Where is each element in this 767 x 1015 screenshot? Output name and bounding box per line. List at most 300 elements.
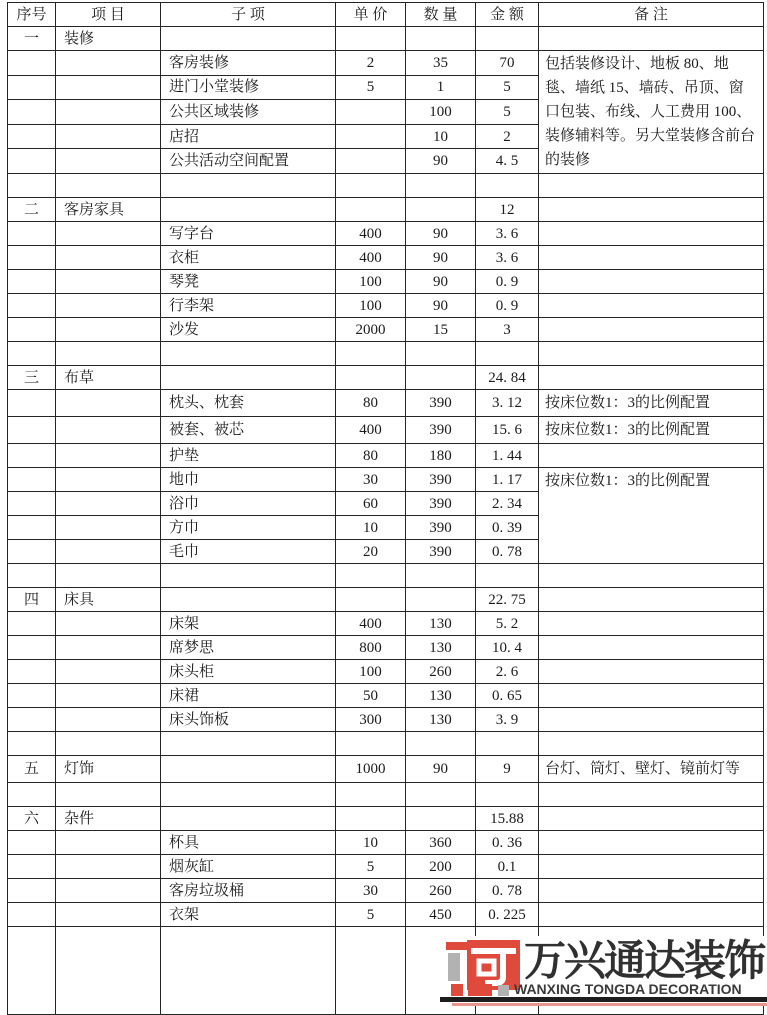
- cell-sub: 毛巾: [161, 540, 336, 564]
- cell-amount: [476, 564, 539, 588]
- cell-no: [8, 246, 56, 270]
- cell-amount: 0. 36: [476, 831, 539, 855]
- cell-qty: 130: [406, 684, 476, 708]
- cell-price: [336, 149, 406, 174]
- cell-price: 30: [336, 468, 406, 492]
- cell-remark: [539, 879, 764, 903]
- cell-qty: 390: [406, 390, 476, 417]
- cell-item: [56, 444, 161, 468]
- cell-qty: 390: [406, 417, 476, 444]
- cell-remark: 按床位数1：3的比例配置: [539, 417, 764, 444]
- cell-sub: [161, 198, 336, 222]
- cell-qty: 180: [406, 444, 476, 468]
- cell-remark: [539, 660, 764, 684]
- cell-amount: 4. 5: [476, 149, 539, 174]
- cell-amount: 0. 225: [476, 903, 539, 927]
- cell-price: 1000: [336, 756, 406, 783]
- cell-price: 60: [336, 492, 406, 516]
- cell-price: 400: [336, 612, 406, 636]
- table-row: [8, 708, 764, 732]
- cell-amount: 1. 17: [476, 468, 539, 492]
- cell-no: [8, 124, 56, 149]
- cell-qty: 100: [406, 100, 476, 125]
- budget-table-body: [8, 27, 764, 1015]
- cell-remark: [539, 588, 764, 612]
- budget-table: [7, 2, 764, 1015]
- cell-price: 400: [336, 417, 406, 444]
- cell-no: [8, 417, 56, 444]
- cell-qty: 90: [406, 222, 476, 246]
- cell-sub: 枕头、枕套: [161, 390, 336, 417]
- cell-item: [56, 732, 161, 756]
- cell-no: [8, 540, 56, 564]
- logo-small-red-square-icon: [451, 984, 463, 996]
- cell-price: 400: [336, 222, 406, 246]
- cell-amount: 0. 9: [476, 270, 539, 294]
- cell-amount: 5. 2: [476, 612, 539, 636]
- cell-qty: [406, 564, 476, 588]
- cell-qty: [406, 807, 476, 831]
- cell-sub: [161, 588, 336, 612]
- cell-no: [8, 684, 56, 708]
- cell-qty: 390: [406, 540, 476, 564]
- cell-sub: 方巾: [161, 516, 336, 540]
- cell-sub: 浴巾: [161, 492, 336, 516]
- cell-item: [56, 318, 161, 342]
- cell-qty: 10: [406, 124, 476, 149]
- cell-item: [56, 612, 161, 636]
- logo-gray-bar-icon: [448, 953, 460, 981]
- logo-small-red-rect-icon: [468, 984, 492, 996]
- cell-remark: [539, 444, 764, 468]
- cell-no: [8, 75, 56, 100]
- cell-no: [8, 51, 56, 76]
- cell-price: 10: [336, 516, 406, 540]
- cell-amount: 3. 12: [476, 390, 539, 417]
- cell-item: 杂件: [56, 807, 161, 831]
- cell-item: [56, 222, 161, 246]
- cell-amount: 3. 6: [476, 222, 539, 246]
- cell-sub: [161, 174, 336, 198]
- cell-amount: [476, 27, 539, 51]
- header-row: [8, 3, 764, 27]
- cell-amount: [476, 732, 539, 756]
- cell-remark: [539, 174, 764, 198]
- cell-price: 800: [336, 636, 406, 660]
- cell-sub: 床头饰板: [161, 708, 336, 732]
- cell-no: [8, 294, 56, 318]
- cell-remark: 按床位数1：3的比例配置: [539, 468, 764, 564]
- cell-no: 五: [8, 756, 56, 783]
- cell-amount: 0. 39: [476, 516, 539, 540]
- cell-price: 100: [336, 660, 406, 684]
- cell-sub: 地巾: [161, 468, 336, 492]
- cell-amount: 1. 44: [476, 444, 539, 468]
- col-header-sub: 子 项: [161, 3, 336, 27]
- cell-amount: 0. 78: [476, 879, 539, 903]
- cell-no: [8, 564, 56, 588]
- cell-amount: 3: [476, 318, 539, 342]
- col-header-qty: 数 量: [406, 3, 476, 27]
- cell-qty: [406, 174, 476, 198]
- cell-sub: 衣柜: [161, 246, 336, 270]
- cell-price: 2000: [336, 318, 406, 342]
- cell-qty: 90: [406, 246, 476, 270]
- cell-no: 四: [8, 588, 56, 612]
- cell-qty: 15: [406, 318, 476, 342]
- cell-amount: 0. 78: [476, 540, 539, 564]
- cell-amount: 2. 34: [476, 492, 539, 516]
- cell-price: [336, 100, 406, 125]
- table-row: [8, 660, 764, 684]
- cell-sub: 席梦思: [161, 636, 336, 660]
- cell-qty: 35: [406, 51, 476, 76]
- table-row: [8, 270, 764, 294]
- cell-qty: 360: [406, 831, 476, 855]
- cell-amount: 9: [476, 756, 539, 783]
- cell-amount: 0. 65: [476, 684, 539, 708]
- cell-remark: [539, 246, 764, 270]
- cell-sub: [161, 927, 336, 1015]
- cell-item: 床具: [56, 588, 161, 612]
- cell-price: [336, 342, 406, 366]
- cell-item: [56, 294, 161, 318]
- cell-sub: 沙发: [161, 318, 336, 342]
- cell-qty: 90: [406, 756, 476, 783]
- cell-item: 灯饰: [56, 756, 161, 783]
- cell-sub: 床裙: [161, 684, 336, 708]
- cell-no: [8, 222, 56, 246]
- cell-amount: 2. 6: [476, 660, 539, 684]
- cell-sub: 店招: [161, 124, 336, 149]
- cell-item: [56, 855, 161, 879]
- spacer-row: [8, 732, 764, 756]
- cell-amount: 3. 6: [476, 246, 539, 270]
- cell-item: [56, 564, 161, 588]
- cell-remark: 台灯、筒灯、壁灯、镜前灯等: [539, 756, 764, 783]
- cell-sub: 琴凳: [161, 270, 336, 294]
- cell-sub: 护垫: [161, 444, 336, 468]
- table-row: [8, 294, 764, 318]
- table-row: [8, 198, 764, 222]
- cell-qty: 390: [406, 516, 476, 540]
- cell-remark: [539, 903, 764, 927]
- cell-qty: 200: [406, 855, 476, 879]
- cell-item: [56, 540, 161, 564]
- cell-remark: [539, 636, 764, 660]
- cell-remark: [539, 783, 764, 807]
- cell-no: [8, 516, 56, 540]
- col-header-remark: 备 注: [539, 3, 764, 27]
- cell-price: [336, 27, 406, 51]
- cell-no: [8, 100, 56, 125]
- table-row: [8, 444, 764, 468]
- col-header-amount: 金 额: [476, 3, 539, 27]
- cell-no: [8, 342, 56, 366]
- cell-sub: [161, 783, 336, 807]
- table-row: [8, 222, 764, 246]
- cell-qty: 130: [406, 636, 476, 660]
- cell-qty: [406, 588, 476, 612]
- cell-amount: 2: [476, 124, 539, 149]
- cell-price: 300: [336, 708, 406, 732]
- cell-sub: 杯具: [161, 831, 336, 855]
- spacer-row: [8, 174, 764, 198]
- cell-qty: 260: [406, 879, 476, 903]
- table-row: [8, 636, 764, 660]
- cell-remark: [539, 732, 764, 756]
- cell-qty: 450: [406, 903, 476, 927]
- logo-maze-square-icon: [467, 940, 520, 990]
- cell-remark: [539, 612, 764, 636]
- cell-remark: [539, 708, 764, 732]
- cell-sub: 进门小堂装修: [161, 75, 336, 100]
- cell-remark: [539, 222, 764, 246]
- table-row: [8, 27, 764, 51]
- cell-price: 30: [336, 879, 406, 903]
- logo-underline-bar: [440, 997, 767, 1002]
- cell-price: 100: [336, 294, 406, 318]
- cell-remark: [539, 27, 764, 51]
- cell-qty: [406, 783, 476, 807]
- cell-remark: [539, 270, 764, 294]
- table-row: [8, 807, 764, 831]
- cell-no: [8, 660, 56, 684]
- cell-remark: [539, 684, 764, 708]
- cell-remark: [539, 807, 764, 831]
- table-row: [8, 855, 764, 879]
- cell-sub: 衣架: [161, 903, 336, 927]
- cell-no: [8, 390, 56, 417]
- cell-no: 三: [8, 366, 56, 390]
- cell-item: [56, 516, 161, 540]
- cell-no: [8, 492, 56, 516]
- cell-remark: [539, 342, 764, 366]
- cell-item: [56, 783, 161, 807]
- cell-price: [336, 124, 406, 149]
- cell-no: [8, 149, 56, 174]
- cell-amount: [476, 342, 539, 366]
- cell-qty: 130: [406, 708, 476, 732]
- cell-no: [8, 903, 56, 927]
- cell-item: [56, 831, 161, 855]
- cell-item: [56, 149, 161, 174]
- table-row: [8, 468, 764, 492]
- cell-item: [56, 174, 161, 198]
- cell-item: [56, 636, 161, 660]
- cell-price: 5: [336, 75, 406, 100]
- cell-sub: [161, 756, 336, 783]
- cell-price: 80: [336, 390, 406, 417]
- cell-qty: 90: [406, 270, 476, 294]
- cell-sub: 客房垃圾桶: [161, 879, 336, 903]
- cell-no: [8, 468, 56, 492]
- cell-no: 二: [8, 198, 56, 222]
- cell-price: 2: [336, 51, 406, 76]
- cell-qty: [406, 198, 476, 222]
- table-row: [8, 756, 764, 783]
- cell-item: [56, 492, 161, 516]
- cell-amount: 70: [476, 51, 539, 76]
- cell-amount: 5: [476, 100, 539, 125]
- cell-item: [56, 390, 161, 417]
- cell-item: [56, 660, 161, 684]
- col-header-item: 项 目: [56, 3, 161, 27]
- cell-price: [336, 366, 406, 390]
- cell-no: [8, 318, 56, 342]
- cell-sub: [161, 564, 336, 588]
- cell-remark: [539, 831, 764, 855]
- cell-item: [56, 684, 161, 708]
- cell-amount: [476, 783, 539, 807]
- cell-price: 80: [336, 444, 406, 468]
- cell-no: [8, 636, 56, 660]
- table-row: [8, 366, 764, 390]
- table-row: [8, 831, 764, 855]
- cell-sub: 客房装修: [161, 51, 336, 76]
- cell-amount: 15. 6: [476, 417, 539, 444]
- cell-sub: [161, 342, 336, 366]
- cell-no: [8, 444, 56, 468]
- cell-amount: 5: [476, 75, 539, 100]
- cell-sub: 公共区域装修: [161, 100, 336, 125]
- cell-price: 5: [336, 903, 406, 927]
- cell-sub: 写字台: [161, 222, 336, 246]
- cell-price: [336, 564, 406, 588]
- cell-no: [8, 831, 56, 855]
- cell-remark: [539, 366, 764, 390]
- cell-item: [56, 124, 161, 149]
- cell-no: [8, 270, 56, 294]
- cell-amount: 22. 75: [476, 588, 539, 612]
- table-row: [8, 684, 764, 708]
- cell-no: 六: [8, 807, 56, 831]
- cell-sub: 床架: [161, 612, 336, 636]
- cell-qty: [406, 342, 476, 366]
- cell-no: [8, 783, 56, 807]
- table-row: [8, 612, 764, 636]
- cell-price: 10: [336, 831, 406, 855]
- cell-item: [56, 246, 161, 270]
- cell-remark: 按床位数1：3的比例配置: [539, 390, 764, 417]
- cell-price: [336, 588, 406, 612]
- wanxing-tongda-logo: [440, 936, 767, 1006]
- cell-price: [336, 174, 406, 198]
- cell-qty: 130: [406, 612, 476, 636]
- cell-item: [56, 468, 161, 492]
- cell-price: 50: [336, 684, 406, 708]
- cell-price: 20: [336, 540, 406, 564]
- cell-item: [56, 927, 161, 1015]
- table-row: [8, 879, 764, 903]
- cell-price: [336, 927, 406, 1015]
- cell-sub: 被套、被芯: [161, 417, 336, 444]
- cell-no: [8, 174, 56, 198]
- cell-item: [56, 51, 161, 76]
- cell-item: [56, 879, 161, 903]
- table-row: [8, 903, 764, 927]
- cell-qty: [406, 366, 476, 390]
- col-header-price: 单 价: [336, 3, 406, 27]
- cell-remark: [539, 855, 764, 879]
- cell-price: [336, 783, 406, 807]
- cell-sub: 烟灰缸: [161, 855, 336, 879]
- cell-remark: [539, 564, 764, 588]
- cell-qty: 90: [406, 294, 476, 318]
- cell-price: [336, 732, 406, 756]
- cell-price: 100: [336, 270, 406, 294]
- cell-qty: 390: [406, 492, 476, 516]
- cell-no: [8, 732, 56, 756]
- cell-qty: 1: [406, 75, 476, 100]
- cell-sub: [161, 732, 336, 756]
- cell-remark: [539, 294, 764, 318]
- cell-qty: 390: [406, 468, 476, 492]
- cell-item: 客房家具: [56, 198, 161, 222]
- cell-remark: 包括装修设计、地板 80、地毯、墙纸 15、墙砖、吊顶、窗口包装、布线、人工费用 100、装修辅料等。另大堂装修含前台的装修: [539, 51, 764, 174]
- cell-amount: 0. 9: [476, 294, 539, 318]
- cell-item: [56, 100, 161, 125]
- col-header-no: 序号: [8, 3, 56, 27]
- cell-no: [8, 708, 56, 732]
- table-row: [8, 246, 764, 270]
- cell-qty: 260: [406, 660, 476, 684]
- cell-item: [56, 903, 161, 927]
- spacer-row: [8, 783, 764, 807]
- cell-sub: [161, 807, 336, 831]
- cell-amount: 15.88: [476, 807, 539, 831]
- logo-english-name: WANXING TONGDA DECORATION: [514, 982, 742, 997]
- cell-item: 装修: [56, 27, 161, 51]
- cell-sub: 公共活动空间配置: [161, 149, 336, 174]
- cell-sub: [161, 366, 336, 390]
- logo-small-gray-square-icon: [498, 985, 509, 996]
- cell-price: [336, 807, 406, 831]
- cell-amount: 3. 9: [476, 708, 539, 732]
- cell-item: [56, 342, 161, 366]
- cell-qty: [406, 27, 476, 51]
- cell-no: [8, 855, 56, 879]
- cell-no: [8, 612, 56, 636]
- cell-no: [8, 879, 56, 903]
- cell-remark: [539, 318, 764, 342]
- table-row: [8, 318, 764, 342]
- spacer-row: [8, 342, 764, 366]
- cell-amount: 24. 84: [476, 366, 539, 390]
- cell-price: 5: [336, 855, 406, 879]
- cell-no: 一: [8, 27, 56, 51]
- cell-item: [56, 417, 161, 444]
- cell-qty: 90: [406, 149, 476, 174]
- cell-sub: [161, 27, 336, 51]
- cell-remark: [539, 198, 764, 222]
- table-row: [8, 390, 764, 417]
- logo-red-bar-icon: [446, 942, 468, 950]
- cell-item: [56, 708, 161, 732]
- table-row: [8, 588, 764, 612]
- cell-qty: [406, 732, 476, 756]
- table-row: [8, 417, 764, 444]
- cell-item: 布草: [56, 366, 161, 390]
- table-row: [8, 51, 764, 76]
- logo-chinese-name: 万兴通达装饰: [524, 937, 765, 984]
- cell-price: 400: [336, 246, 406, 270]
- cell-item: [56, 75, 161, 100]
- cell-amount: [476, 174, 539, 198]
- cell-amount: 10. 4: [476, 636, 539, 660]
- cell-price: [336, 198, 406, 222]
- cell-amount: 0.1: [476, 855, 539, 879]
